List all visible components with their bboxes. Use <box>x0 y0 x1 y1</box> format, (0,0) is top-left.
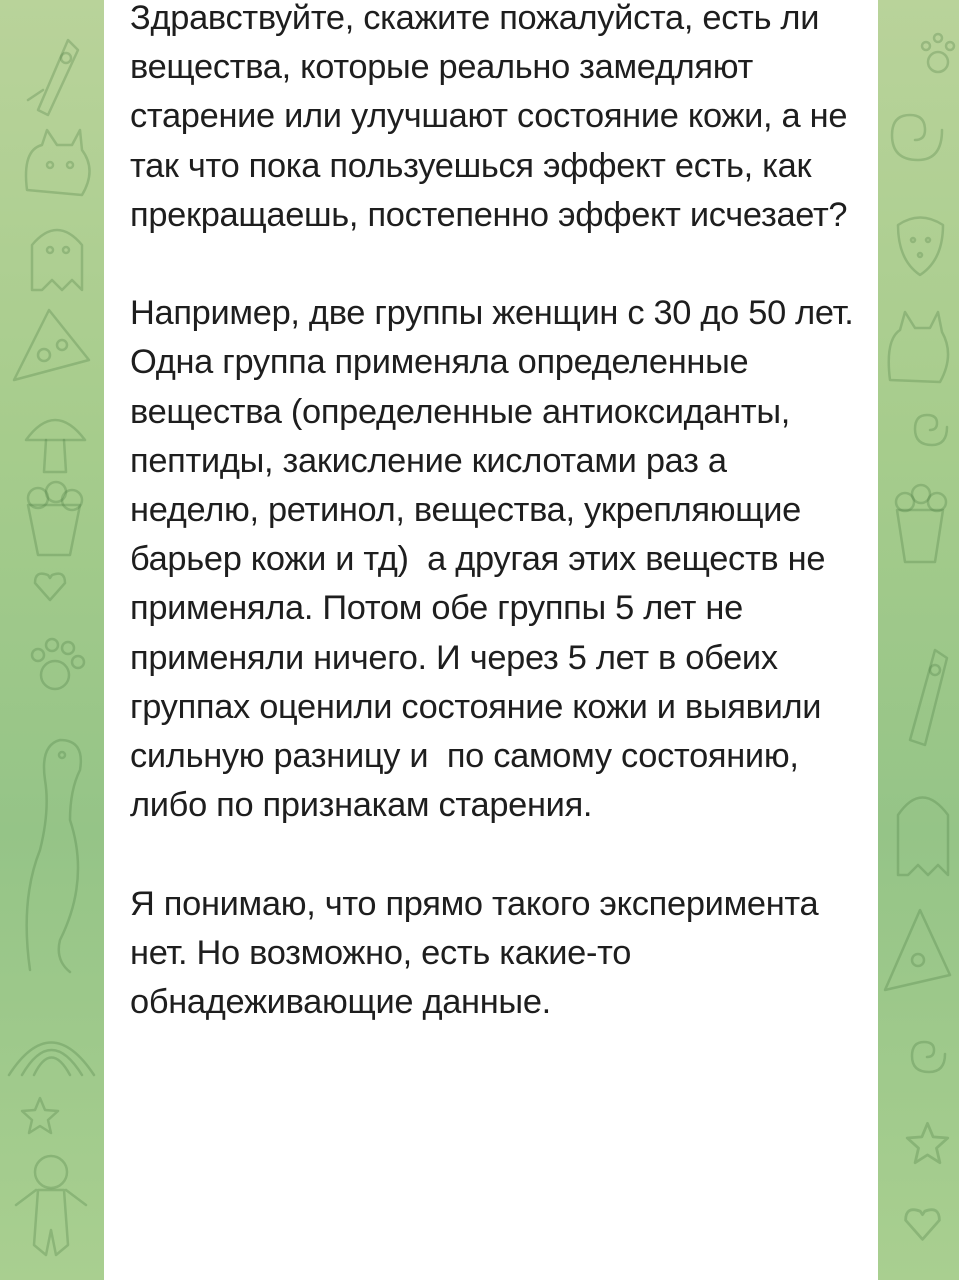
popcorn-icon <box>8 470 98 560</box>
dinosaur-icon <box>0 720 100 980</box>
heart-icon <box>900 1200 945 1245</box>
rocket-icon <box>18 30 88 120</box>
pizza-icon <box>880 900 955 1000</box>
spiral-icon <box>900 1030 955 1085</box>
star-icon <box>20 1095 60 1135</box>
ghost-icon <box>22 215 92 295</box>
rainbow-icon <box>4 1020 99 1080</box>
star-icon <box>905 1120 950 1165</box>
message-paragraph-3: Я понимаю, что прямо такого эксперимента нет. Но возможно, есть какие-то обнадеживающие данные. <box>130 884 828 1022</box>
spiral-icon <box>880 95 950 185</box>
heart-icon <box>30 565 70 605</box>
mushroom-icon <box>18 400 93 480</box>
paw-icon <box>918 30 958 80</box>
strawberry-icon <box>888 205 953 280</box>
pizza-icon <box>4 300 94 390</box>
paw-icon <box>20 630 90 700</box>
rocket-icon <box>895 640 955 750</box>
cat-icon <box>12 120 102 210</box>
message-paragraph-2: Например, две группы женщин с 30 до 50 лет. Одна группа применяла определенные вещества (определенные антиоксиданты, пептиды, закисление кислотами раз а неделю, ретинол, вещества, укрепляющие барьер кожи и тд) а другая этих веществ не применяла. Потом обе группы 5 лет не применяли ничего. И через 5 лет в обеих группах оценили состояние кожи и выявили сильную разницу и по самому состоянию, либо по признакам старения. <box>130 294 863 825</box>
popcorn-icon <box>885 470 955 570</box>
ghost-icon <box>890 780 955 880</box>
gingerbread-icon <box>6 1150 96 1260</box>
message-paragraph-1: Здравствуйте, скажите пожалуйста, есть ли вещества, которые реально замедляют старение или улучшают состояние кожи, а не так что пока пользуешься эффект есть, как прекращаешь, постепенно эффект исчезает? <box>130 0 857 234</box>
message-bubble[interactable] <box>104 0 878 1280</box>
cat-icon <box>880 300 955 390</box>
spiral-icon <box>905 405 955 455</box>
